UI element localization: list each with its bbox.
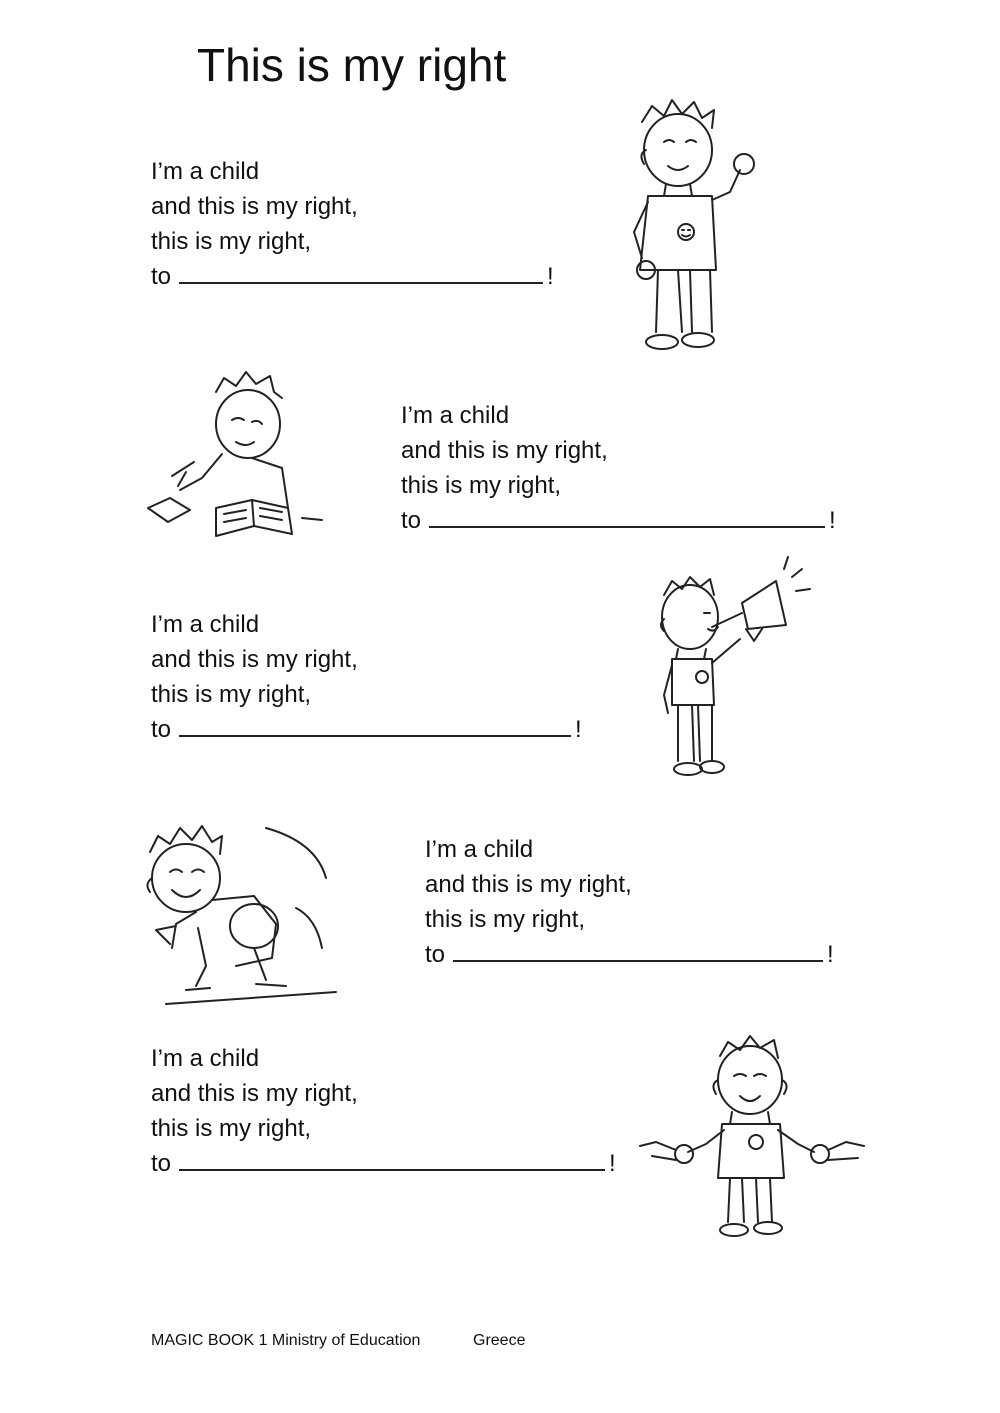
child-megaphone-icon xyxy=(650,555,816,785)
verse-1 xyxy=(151,154,554,294)
fill-line xyxy=(151,712,582,747)
verse-line: this is my right, xyxy=(401,472,562,499)
exclamation: ! xyxy=(547,263,554,290)
verse-line: this is my right, xyxy=(151,228,312,255)
fill-line xyxy=(151,1146,616,1181)
answer-blank[interactable] xyxy=(429,504,825,528)
verse-line: I’m a child xyxy=(151,1045,260,1072)
verse-line: I’m a child xyxy=(401,402,510,429)
verse-line: and this is my right, xyxy=(151,1080,358,1107)
verse-line: this is my right, xyxy=(151,681,312,708)
verse-line: and this is my right, xyxy=(401,437,608,464)
verse-line: this is my right, xyxy=(151,1115,312,1142)
verse-line: I’m a child xyxy=(425,836,534,863)
answer-blank[interactable] xyxy=(179,1147,605,1171)
page-title: This is my right xyxy=(197,39,507,91)
answer-blank[interactable] xyxy=(179,260,543,284)
footer-country: Greece xyxy=(473,1332,526,1349)
answer-blank[interactable] xyxy=(179,713,571,737)
verse-line: and this is my right, xyxy=(425,871,632,898)
verse-3 xyxy=(151,607,582,747)
to-label: to xyxy=(425,941,446,968)
verse-line: this is my right, xyxy=(425,906,586,933)
exclamation: ! xyxy=(575,716,582,743)
exclamation: ! xyxy=(829,507,836,534)
exclamation: ! xyxy=(609,1150,616,1177)
child-holding-hands-icon xyxy=(636,1026,868,1242)
to-label: to xyxy=(401,507,422,534)
verse-line: and this is my right, xyxy=(151,646,358,673)
child-writing-icon xyxy=(132,358,328,554)
child-waving-icon xyxy=(612,92,770,360)
footer-source: MAGIC BOOK 1 Ministry of Education xyxy=(151,1332,421,1349)
to-label: to xyxy=(151,263,172,290)
to-label: to xyxy=(151,1150,172,1177)
fill-line xyxy=(151,259,554,294)
verse-line: I’m a child xyxy=(151,158,260,185)
fill-line xyxy=(425,937,834,972)
exclamation: ! xyxy=(827,941,834,968)
verse-4 xyxy=(425,832,834,972)
to-label: to xyxy=(151,716,172,743)
fill-line xyxy=(401,503,836,538)
answer-blank[interactable] xyxy=(453,938,823,962)
verse-line: and this is my right, xyxy=(151,193,358,220)
child-playing-icon xyxy=(136,808,350,1018)
verse-line: I’m a child xyxy=(151,611,260,638)
verse-5 xyxy=(151,1041,616,1181)
verse-2 xyxy=(401,398,836,538)
